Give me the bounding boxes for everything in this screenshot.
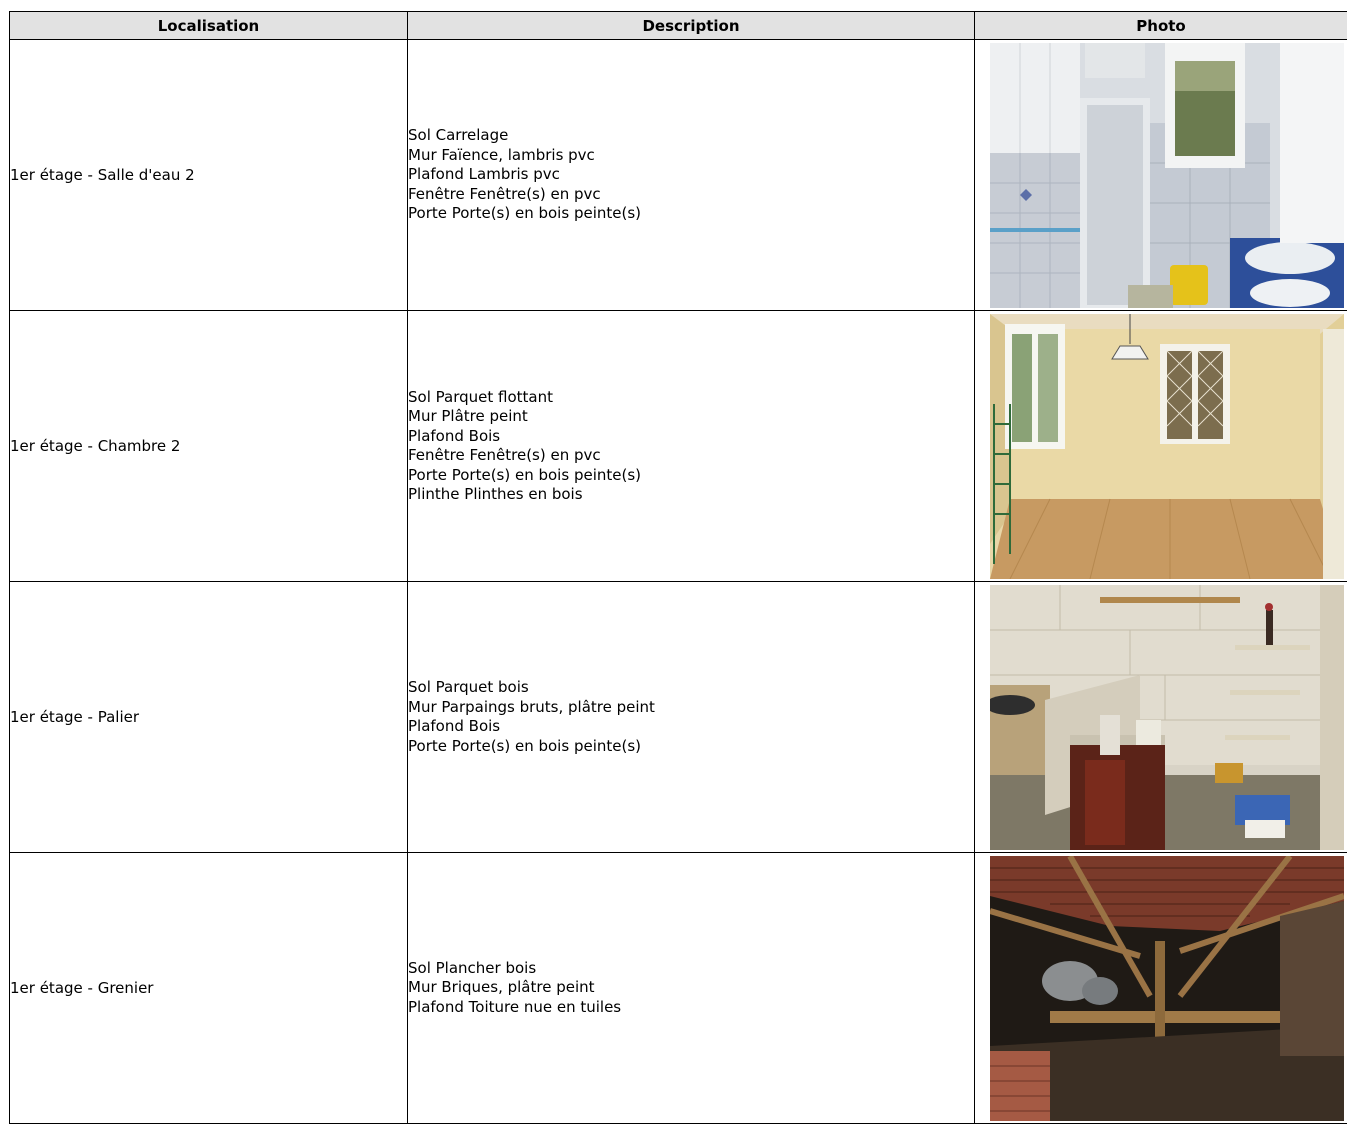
table-row (10, 311, 1347, 582)
description-line: Mur Plâtre peint (408, 407, 974, 427)
description-line: Porte Porte(s) en bois peinte(s) (408, 466, 974, 486)
description-line: Mur Faïence, lambris pvc (408, 146, 974, 166)
table-row (10, 40, 1347, 311)
description-cell (408, 582, 975, 853)
description-cell (408, 311, 975, 582)
description-cell (408, 40, 975, 311)
location-cell: 1er étage - Salle d'eau 2 (10, 40, 408, 311)
bathroom-photo (990, 43, 1344, 308)
header-description: Description (408, 12, 975, 40)
location-cell: 1er étage - Chambre 2 (10, 311, 408, 582)
photo-cell (975, 853, 1347, 1124)
description-line: Plafond Bois (408, 427, 974, 447)
description-line: Plinthe Plinthes en bois (408, 485, 974, 505)
landing-photo (990, 585, 1344, 850)
table-row (10, 853, 1347, 1124)
description-cell (408, 853, 975, 1124)
location-cell: 1er étage - Palier (10, 582, 408, 853)
header-location: Localisation (10, 12, 408, 40)
attic-photo (990, 856, 1344, 1121)
description-line: Mur Briques, plâtre peint (408, 978, 974, 998)
header-photo: Photo (975, 12, 1347, 40)
photo-cell (975, 40, 1347, 311)
description-line: Mur Parpaings bruts, plâtre peint (408, 698, 974, 718)
inventory-table (9, 11, 1347, 1124)
location-cell: 1er étage - Grenier (10, 853, 408, 1124)
description-line: Sol Parquet flottant (408, 388, 974, 408)
description-line: Porte Porte(s) en bois peinte(s) (408, 204, 974, 224)
photo-cell (975, 582, 1347, 853)
bedroom-photo (990, 314, 1344, 579)
description-line: Sol Carrelage (408, 126, 974, 146)
description-line: Sol Plancher bois (408, 959, 974, 979)
description-line: Plafond Lambris pvc (408, 165, 974, 185)
description-line: Plafond Toiture nue en tuiles (408, 998, 974, 1018)
description-line: Fenêtre Fenêtre(s) en pvc (408, 185, 974, 205)
description-line: Porte Porte(s) en bois peinte(s) (408, 737, 974, 757)
description-line: Plafond Bois (408, 717, 974, 737)
photo-cell (975, 311, 1347, 582)
description-line: Fenêtre Fenêtre(s) en pvc (408, 446, 974, 466)
table-header-row (10, 12, 1347, 40)
description-line: Sol Parquet bois (408, 678, 974, 698)
table-row (10, 582, 1347, 853)
